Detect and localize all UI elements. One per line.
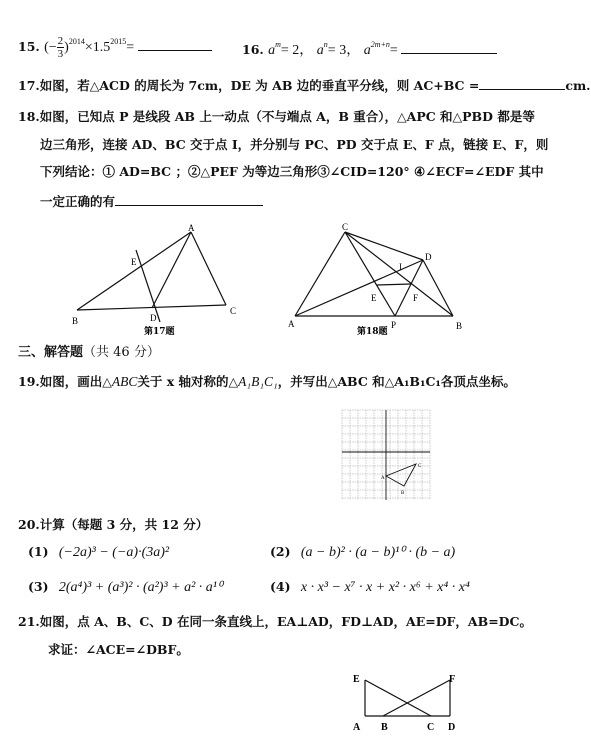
expression: 2(a⁴)³ + (a³)² · (a²)³ + a² · a¹⁰: [58, 580, 223, 595]
exponent: 2015: [110, 37, 127, 46]
label-D: D: [448, 722, 456, 733]
equals: =: [389, 43, 398, 58]
label-D: D: [425, 252, 432, 262]
label-E: E: [371, 293, 377, 303]
answer-blank[interactable]: [479, 77, 565, 90]
q16-expression: [268, 40, 401, 58]
exponent: m: [275, 40, 281, 49]
label-A: A: [288, 319, 295, 329]
question-text: 关于 x 轴对称的△: [137, 374, 239, 389]
question-15: [18, 33, 212, 60]
question-text: 19.如图，画出△: [18, 374, 112, 389]
triangle-name: A₁B₁C₁: [238, 374, 278, 389]
answer-blank[interactable]: [115, 193, 263, 206]
label-C: C: [230, 306, 237, 316]
label-B: B: [381, 722, 388, 733]
question-20-title: 20.计算（每题 3 分，共 12 分）: [18, 517, 209, 532]
label-D: D: [150, 313, 157, 323]
label-P: P: [391, 320, 397, 330]
q20-part-1: [28, 543, 169, 562]
question-18-line3: 下列结论：① AD=BC ；②△PEF 为等边三角形③∠CID=120° ④∠ECF=∠EDF 其中: [40, 164, 544, 179]
q20-part-4: [270, 578, 470, 597]
figure-17: [60, 222, 250, 340]
label-A: A: [353, 722, 361, 733]
exponent: 2014: [68, 37, 85, 46]
question-16: [242, 36, 497, 60]
base: a: [363, 43, 371, 58]
figure-caption: 第18题: [357, 327, 388, 337]
unit: cm.: [565, 78, 591, 93]
expression: (−2a)³ − (−a)·(3a)²: [58, 545, 170, 560]
label-A: A: [188, 223, 195, 233]
question-18-line2: 边三角形，连接 AD、BC 交于点 I，并分别与 PC、PD 交于点 E、F 点，链接 E、F，则: [40, 137, 549, 152]
fraction: [57, 35, 65, 60]
question-21: 21.如图，点 A、B、C、D 在同一条直线上，EA⊥AD，FD⊥AD，AE=DF，AB=DC。: [18, 614, 532, 629]
base: a: [268, 43, 276, 58]
base: a: [316, 43, 324, 58]
label-E: E: [131, 257, 137, 267]
section-heading: [18, 344, 160, 362]
label-C: C: [342, 222, 349, 232]
times-term: ×1.5: [84, 40, 111, 55]
q20-part-3: [28, 578, 223, 597]
question-text: 17.如图，若△ACD 的周长为 7cm，DE 为 AB 边的垂直平分线，则 AC+BC =: [18, 78, 480, 93]
part-number: (2): [270, 544, 291, 559]
section-title: 三、解答题: [18, 345, 84, 360]
question-number: 15.: [18, 39, 40, 54]
expr-open: (−: [44, 40, 57, 55]
question-text: ，并写出△ABC 和△A₁B₁C₁各顶点坐标。: [277, 374, 516, 389]
q20-part-2: [270, 543, 455, 562]
label-I: I: [399, 262, 402, 272]
label-E: E: [353, 674, 360, 685]
figure-21: [345, 668, 460, 754]
triangle-name: ABC: [111, 374, 138, 389]
q15-expression: (− $\frac{2}{3}$ )$^{2014}\times 1.5^{2015}=$: [44, 35, 135, 61]
figure-caption: 第17题: [144, 327, 175, 337]
part-number: (4): [270, 579, 291, 594]
fraction-numerator: 2: [57, 35, 64, 48]
answer-blank[interactable]: [401, 41, 497, 54]
label-B: B: [72, 316, 79, 326]
label-B: B: [456, 321, 463, 331]
figure-18: [285, 220, 475, 340]
section-score: （共 46 分）: [83, 345, 160, 360]
label-B: B: [401, 491, 405, 496]
label-C: C: [427, 722, 435, 733]
question-19: [18, 373, 516, 391]
expression: (a − b)² · (a − b)¹⁰ · (b − a): [300, 545, 456, 560]
question-21-prove: 求证：∠ACE=∠DBF。: [48, 642, 189, 657]
value: = 3，: [327, 43, 361, 58]
part-number: (1): [28, 544, 49, 559]
label-A: A: [381, 476, 385, 481]
question-18-line1: 18.如图，已知点 P 是线段 AB 上一动点（不与端点 A，B 重合），△APC 和△PBD 都是等: [18, 109, 535, 124]
label-C: C: [418, 464, 422, 469]
exponent: n: [323, 40, 328, 49]
part-number: (3): [28, 579, 49, 594]
label-F: F: [413, 293, 419, 303]
equals: =: [126, 40, 135, 55]
answer-blank[interactable]: [138, 38, 212, 51]
label-F: F: [449, 674, 456, 685]
value: = 2，: [280, 43, 314, 58]
question-17: [18, 77, 591, 95]
coordinate-grid: [340, 408, 432, 502]
fraction-denominator: 3: [57, 48, 64, 61]
question-18-line4: [40, 193, 263, 211]
question-text: 一定正确的有: [40, 194, 116, 209]
exponent: 2m+n: [370, 40, 390, 49]
expression: x · x³ − x⁷ · x + x² · x⁶ + x⁴ · x⁴: [300, 580, 470, 595]
question-number: 16.: [242, 42, 264, 57]
